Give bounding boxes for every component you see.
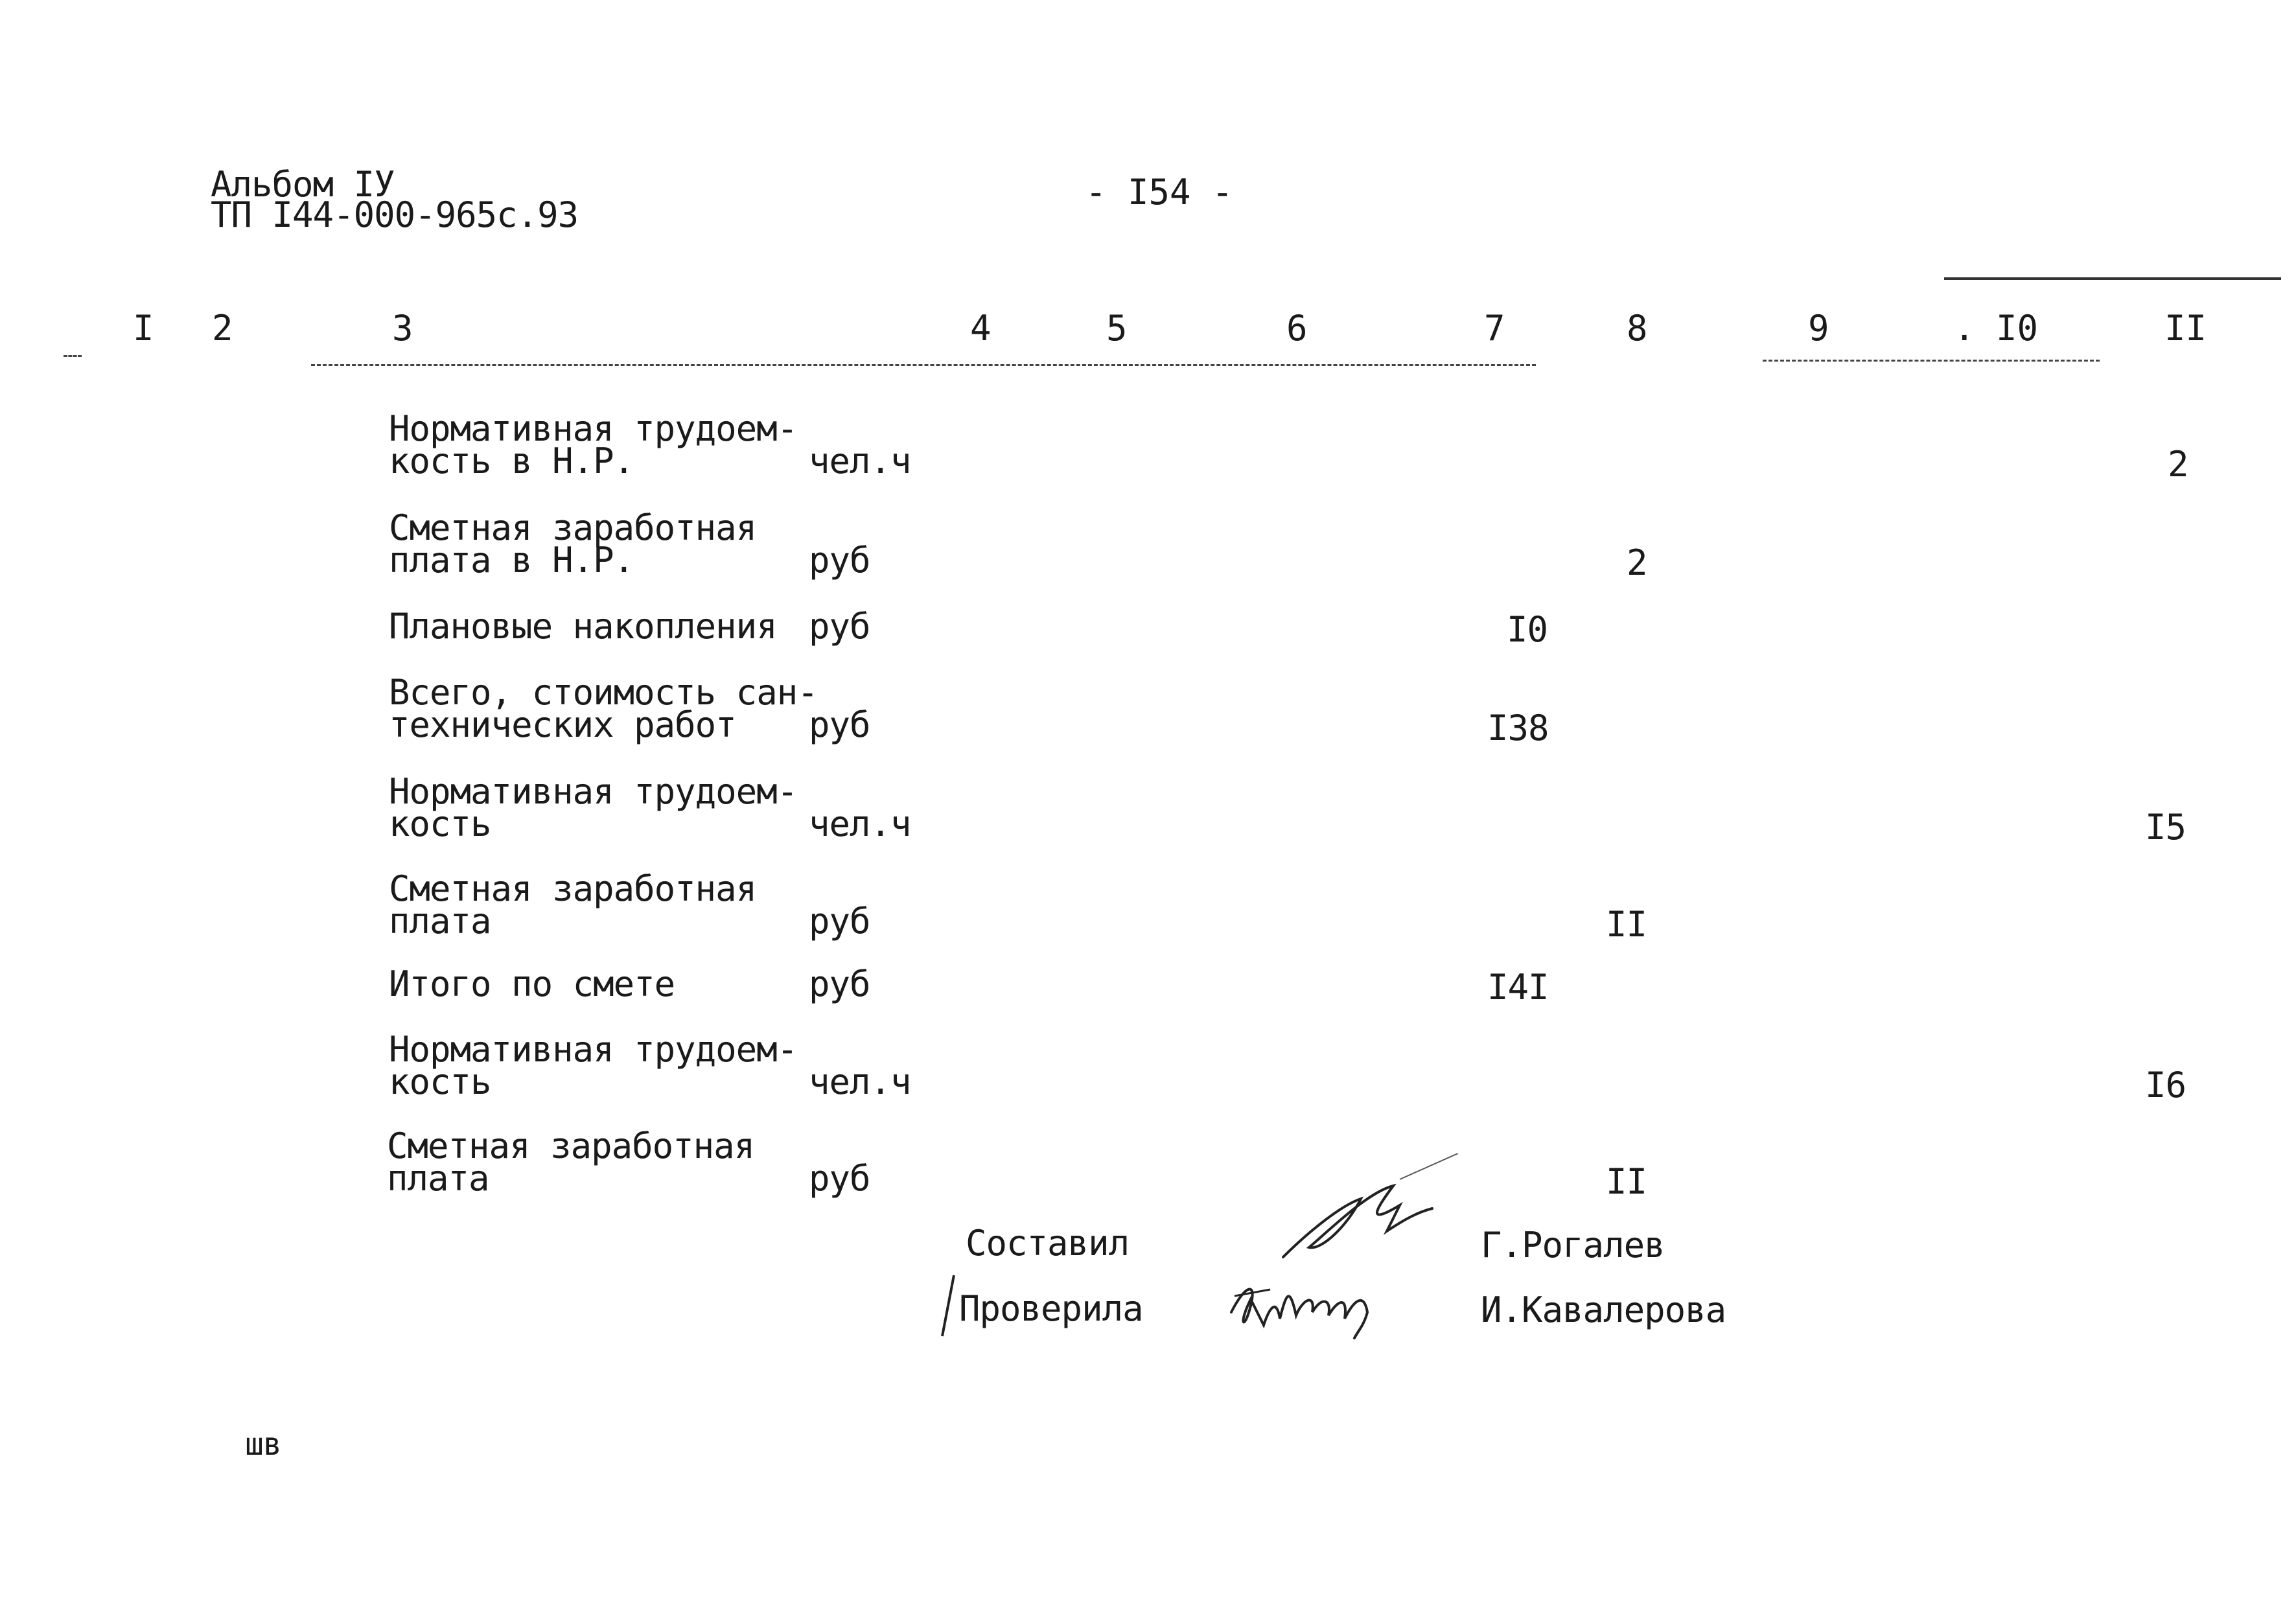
- signature-checked: [1225, 1260, 1393, 1345]
- row-col11: I6: [2145, 1065, 2186, 1105]
- row-unit: руб: [809, 704, 870, 745]
- row-name: плата: [387, 1158, 489, 1199]
- row-col8: II: [1606, 904, 1647, 945]
- row-col7: I4I: [1487, 967, 1549, 1008]
- row-name: Нормативная трудоем-: [389, 1029, 798, 1070]
- row-unit: чел.ч: [809, 804, 911, 844]
- row-name: Сметная заработная: [387, 1126, 755, 1166]
- margin-tick: [64, 355, 82, 357]
- row-col7: I0: [1507, 609, 1548, 650]
- row-name: Сметная заработная: [389, 507, 757, 548]
- row-name: Плановые накопления: [389, 606, 777, 647]
- header-rule-right: [1763, 360, 2100, 362]
- row-name: Всего, стоимость сан-: [389, 672, 818, 713]
- row-unit: руб: [809, 964, 870, 1004]
- row-col11: 2: [2168, 444, 2188, 485]
- checked-name: И.Кавалерова: [1481, 1289, 1726, 1330]
- row-name: технических работ: [389, 704, 736, 745]
- row-col8: II: [1606, 1161, 1647, 1202]
- bracket-mark: [938, 1270, 958, 1341]
- column-header-10: . I0: [1954, 308, 2039, 349]
- column-header-8: 8: [1627, 308, 1648, 349]
- row-unit: чел.ч: [809, 441, 911, 481]
- row-name: плата в Н.Р.: [389, 540, 634, 581]
- column-header-2: 2: [212, 308, 233, 349]
- row-name: кость: [389, 804, 491, 844]
- row-unit: руб: [809, 1158, 870, 1199]
- row-name: Итого по смете: [389, 964, 675, 1004]
- compiled-name: Г.Рогалев: [1481, 1225, 1665, 1266]
- row-name: плата: [389, 901, 491, 942]
- album-label: Альбом IУ: [211, 164, 395, 205]
- footer-mark: шв: [245, 1426, 281, 1462]
- column-header-11: II: [2164, 308, 2207, 349]
- column-header-5: 5: [1106, 308, 1128, 349]
- compiled-label: Составил: [966, 1223, 1130, 1264]
- project-code: ТП I44-000-965с.93: [211, 194, 579, 235]
- row-name: кость в Н.Р.: [389, 441, 634, 481]
- page-number: - I54 -: [1085, 172, 1233, 213]
- column-header-1: I: [133, 308, 154, 349]
- row-name: Нормативная трудоем-: [389, 771, 798, 812]
- row-col7: I38: [1487, 708, 1549, 748]
- column-header-9: 9: [1808, 308, 1829, 349]
- column-header-3: 3: [392, 308, 413, 349]
- row-name: Нормативная трудоем-: [389, 408, 798, 449]
- header-rule-top-right: [1944, 277, 2281, 280]
- column-header-4: 4: [970, 308, 991, 349]
- header-rule-left: [311, 364, 1536, 366]
- row-unit: чел.ч: [809, 1061, 911, 1102]
- checked-label: Проверила: [959, 1288, 1143, 1329]
- row-unit: руб: [809, 540, 870, 581]
- row-name: Сметная заработная: [389, 868, 757, 909]
- row-unit: руб: [809, 901, 870, 942]
- row-name: кость: [389, 1061, 491, 1102]
- row-col11: I5: [2145, 807, 2186, 848]
- column-header-6: 6: [1286, 308, 1308, 349]
- row-unit: руб: [809, 606, 870, 647]
- row-col8: 2: [1627, 542, 1647, 583]
- column-header-7: 7: [1484, 308, 1505, 349]
- signature-compiled: [1270, 1153, 1465, 1270]
